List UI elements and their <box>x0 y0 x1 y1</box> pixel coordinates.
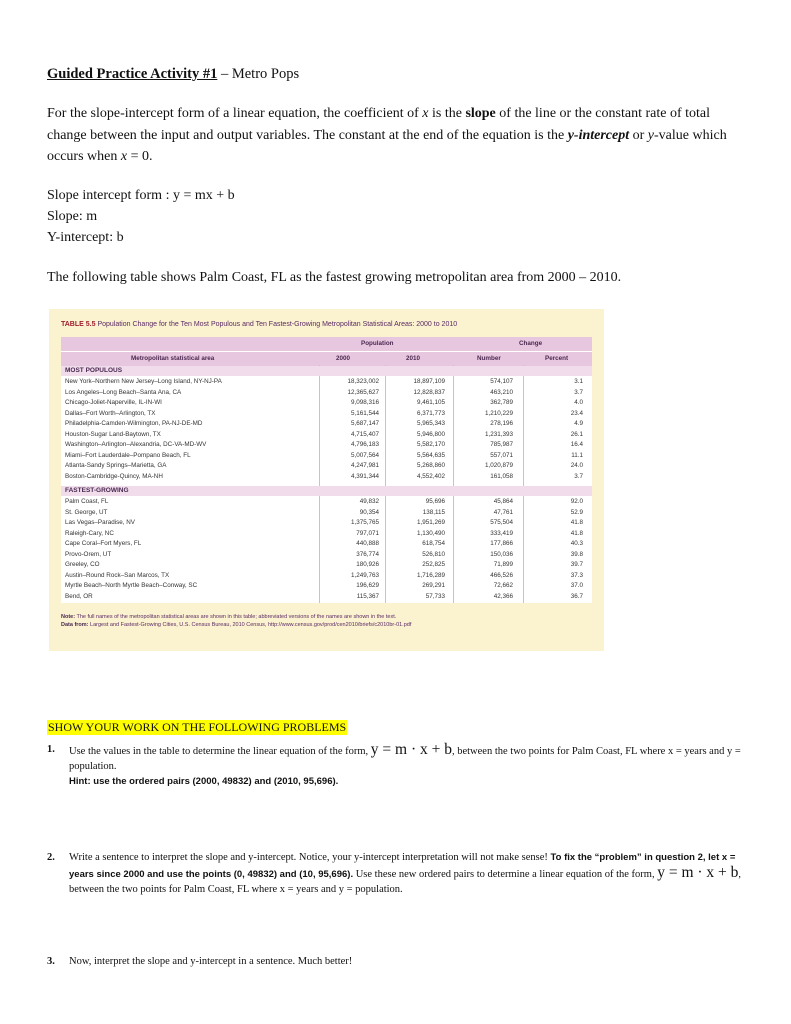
intro-text: of the line or the constant rate of total change between the input and output variables. The constant at the end of the equation is the <box>47 106 710 143</box>
change-number: 71,899 <box>493 561 513 568</box>
form-line: Slope intercept form : y = mx + b <box>47 188 235 203</box>
table-body <box>61 337 592 603</box>
table-row <box>61 377 592 387</box>
table-row <box>61 430 592 440</box>
note-text: The full names of the metropolitan statistical areas are shown in this table; abbreviated versions of the names are shown in the text. <box>75 614 397 620</box>
pop-2010: 57,733 <box>425 592 445 600</box>
change-number: 150,036 <box>490 550 513 558</box>
area-name: Houston-Sugar Land-Baytown, TX <box>65 430 161 438</box>
table-row <box>61 398 592 408</box>
change-percent: 39.7 <box>570 561 583 568</box>
intro-x: x <box>422 106 429 121</box>
change-percent: 37.3 <box>570 571 583 579</box>
section-most-populous: MOST POPULOUS <box>61 366 592 376</box>
pop-2010: 5,965,343 <box>416 420 445 427</box>
pop-2010: 18,897,109 <box>413 378 445 385</box>
equation: y = m · x + b <box>657 864 739 881</box>
table-row <box>61 497 592 507</box>
change-number: 1,210,229 <box>484 409 513 417</box>
change-percent: 36.7 <box>570 592 583 600</box>
area-name: Bend, OR <box>65 592 93 600</box>
slope-intercept-definitions <box>47 185 235 248</box>
area-name: Dallas–Fort Worth–Arlington, TX <box>65 409 156 417</box>
table-row <box>61 592 592 602</box>
question-body <box>69 850 749 897</box>
area-name: St. George, UT <box>65 508 108 516</box>
pop-2010: 4,552,402 <box>416 472 445 480</box>
change-number: 177,866 <box>490 540 513 547</box>
area-name: Myrtle Beach–North Myrtle Beach–Conway, SC <box>65 582 198 589</box>
activity-title <box>47 66 299 83</box>
pop-2010: 5,268,860 <box>416 462 445 469</box>
population-table <box>49 309 604 651</box>
change-percent: 24.0 <box>570 462 583 469</box>
yintercept-line: Y-intercept: b <box>47 230 124 245</box>
pop-2010: 5,946,800 <box>416 430 445 438</box>
change-percent: 4.9 <box>574 420 583 427</box>
slope-line: Slope: m <box>47 209 98 224</box>
change-number: 574,107 <box>490 378 513 385</box>
source-label: Data from: <box>61 622 89 628</box>
header-number: Number <box>477 355 501 362</box>
change-percent: 37.0 <box>570 582 583 589</box>
table-caption <box>61 321 457 328</box>
pop-2000: 4,796,183 <box>350 441 379 448</box>
change-percent: 52.9 <box>570 508 583 516</box>
pop-2010: 138,115 <box>422 508 445 516</box>
table-row <box>61 571 592 581</box>
pop-2000: 49,832 <box>359 498 379 505</box>
change-percent: 41.8 <box>570 529 583 537</box>
pop-2010: 252,825 <box>422 561 445 568</box>
table-row <box>61 518 592 528</box>
question-body: Now, interpret the slope and y-intercept in a sentence. Much better! <box>69 956 353 967</box>
intro-text: For the slope-intercept form of a linear equation, the coefficient of <box>47 106 423 121</box>
area-name: Miami–Fort Lauderdale–Pompano Beach, FL <box>65 451 191 459</box>
area-name: Atlanta-Sandy Springs–Marietta, GA <box>65 462 167 469</box>
change-number: 466,526 <box>490 571 513 579</box>
change-percent: 41.8 <box>570 519 583 526</box>
table-note <box>61 613 591 629</box>
activity-title-rest: – Metro Pops <box>217 66 300 82</box>
section-fastest-growing: FASTEST-GROWING <box>61 486 592 496</box>
area-name: Philadelphia-Camden-Wilmington, PA-NJ-DE-MD <box>65 420 203 427</box>
change-number: 42,366 <box>493 592 513 600</box>
change-percent: 3.7 <box>574 472 583 480</box>
pop-2010: 1,951,269 <box>416 519 445 526</box>
intro-text: is the <box>428 106 466 121</box>
header-change: Change <box>519 340 543 347</box>
pop-2010: 95,696 <box>425 498 445 505</box>
pop-2010: 526,810 <box>422 550 445 558</box>
table-row <box>61 388 592 398</box>
change-number: 45,864 <box>493 498 513 505</box>
table-caption-text: Population Change for the Ten Most Populous and Ten Fastest-Growing Metropolitan Statistical Areas: 2000 to 2010 <box>95 321 458 328</box>
change-number: 785,987 <box>490 441 513 448</box>
change-number: 333,419 <box>490 529 513 537</box>
intro-yintercept: y-intercept <box>567 127 630 143</box>
header-2000: 2000 <box>336 355 351 362</box>
area-name: Chicago-Joliet-Naperville, IL-IN-WI <box>65 399 162 406</box>
note-label: Note: <box>61 614 76 620</box>
change-percent: 16.4 <box>570 441 583 448</box>
equation: y = m · x + b <box>370 741 452 758</box>
change-percent: 11.1 <box>571 451 583 459</box>
pop-2010: 269,291 <box>422 582 445 589</box>
table-row <box>61 581 592 591</box>
intro-x2: x <box>120 149 128 164</box>
source-text: Largest and Fastest-Growing Cities, U.S. Census Bureau, 2010 Census, http://www.census.gov/prod/cen2010/briefs/c2010br-01.pdf <box>88 622 412 628</box>
table-row <box>61 472 592 482</box>
pop-2000: 5,687,147 <box>350 420 379 427</box>
pop-2000: 1,249,763 <box>350 571 379 579</box>
pop-2000: 1,375,765 <box>350 519 379 526</box>
intro-text: or <box>629 127 648 143</box>
pop-2010: 12,828,837 <box>413 388 445 396</box>
change-percent: 4.0 <box>574 399 583 406</box>
header-percent: Percent <box>545 355 569 362</box>
pop-2000: 797,071 <box>356 529 379 537</box>
change-number: 362,789 <box>490 399 513 406</box>
table-row <box>61 461 592 471</box>
table-intro: The following table shows Palm Coast, FL as the fastest growing metropolitan area from 2000 – 2010. <box>47 270 622 285</box>
question-number: 2. <box>47 852 55 863</box>
pop-2010: 618,754 <box>422 540 445 547</box>
header-population: Population <box>361 340 394 347</box>
intro-y: y <box>647 127 655 143</box>
pop-2000: 18,323,002 <box>347 378 379 385</box>
pop-2000: 12,365,627 <box>347 388 379 396</box>
pop-2010: 5,582,170 <box>416 441 445 448</box>
bold-instruction: To fix the “problem” in question 2, let x = years since 2000 and use the points (0, 49832) and (10, 95,696). <box>69 852 736 880</box>
table-header-columns <box>61 351 592 366</box>
pop-2010: 9,461,105 <box>416 399 445 406</box>
header-area: Metropolitan statistical area <box>131 355 215 362</box>
area-name: Los Angeles–Long Beach–Santa Ana, CA <box>65 388 182 396</box>
change-number: 575,504 <box>490 519 513 526</box>
area-name: Palm Coast, FL <box>65 498 109 505</box>
pop-2000: 4,391,344 <box>350 472 379 480</box>
question-text: Use the values in the table to determine the linear equation of the form, <box>69 746 371 757</box>
change-number: 47,761 <box>493 508 513 516</box>
table-row <box>61 409 592 419</box>
table-row <box>61 529 592 539</box>
question-text: Use these new ordered pairs to determine a linear equation of the form, <box>353 869 658 880</box>
table-row <box>61 508 592 518</box>
intro-text: = 0. <box>127 149 153 164</box>
pop-2000: 376,774 <box>356 550 379 558</box>
change-percent: 39.8 <box>570 550 583 558</box>
table-row <box>61 440 592 450</box>
header-2010: 2010 <box>406 355 421 362</box>
table-row <box>61 550 592 560</box>
area-name: Boston-Cambridge-Quincy, MA-NH <box>65 472 163 480</box>
change-number: 557,071 <box>490 451 513 459</box>
show-work-heading: SHOW YOUR WORK ON THE FOLLOWING PROBLEMS <box>48 720 347 734</box>
change-number: 72,662 <box>493 582 513 589</box>
pop-2000: 196,629 <box>356 582 379 589</box>
table-row <box>61 451 592 461</box>
intro-paragraph <box>47 103 747 168</box>
change-percent: 92.0 <box>570 498 583 505</box>
table-header-group <box>61 337 592 351</box>
question-number: 1. <box>47 744 55 755</box>
pop-2010: 1,716,289 <box>416 571 445 579</box>
pop-2000: 4,247,981 <box>350 462 379 469</box>
area-name: Las Vegas–Paradise, NV <box>65 519 136 526</box>
area-name: Greeley, CO <box>65 561 100 568</box>
area-name: Raleigh-Cary, NC <box>65 529 114 537</box>
pop-2000: 440,888 <box>356 540 379 547</box>
change-percent: 26.1 <box>570 430 583 438</box>
pop-2000: 115,367 <box>356 592 379 600</box>
question-body <box>69 742 749 789</box>
area-name: Provo-Orem, UT <box>65 550 112 558</box>
table-caption-label: TABLE 5.5 <box>61 321 96 328</box>
pop-2000: 90,354 <box>359 508 379 516</box>
pop-2000: 5,161,544 <box>350 409 379 417</box>
question-text: Write a sentence to interpret the slope and y-intercept. Notice, your y-intercept interpretation will not make sense! <box>69 852 551 863</box>
question-text: , between the two points for Palm Coast, FL where x = years and y = population. <box>69 746 741 772</box>
pop-2010: 5,564,635 <box>416 451 445 459</box>
question-text: , between the two points for Palm Coast, FL where x = years and y = population. <box>69 869 742 895</box>
pop-2000: 4,715,407 <box>350 430 379 438</box>
change-percent: 3.7 <box>574 388 583 396</box>
intro-slope: slope <box>465 106 496 121</box>
pop-2000: 5,007,564 <box>350 451 379 459</box>
hint-text: Hint: use the ordered pairs (2000, 49832) and (2010, 95,696). <box>69 776 339 787</box>
pop-2010: 6,371,773 <box>416 409 445 417</box>
question-number: 3. <box>47 956 55 967</box>
change-percent: 3.1 <box>574 378 583 385</box>
table-row <box>61 419 592 429</box>
area-name: New York–Northern New Jersey–Long Island, NY-NJ-PA <box>65 378 222 385</box>
table-row <box>61 560 592 570</box>
change-number: 463,210 <box>490 388 513 396</box>
pop-2000: 180,926 <box>356 561 379 568</box>
intro-text: -value which occurs when <box>47 127 727 164</box>
table-row <box>61 539 592 549</box>
change-number: 1,020,879 <box>484 462 513 469</box>
change-number: 278,196 <box>490 420 513 427</box>
change-percent: 40.3 <box>570 540 583 547</box>
change-number: 1,231,393 <box>484 430 513 438</box>
change-percent: 23.4 <box>570 409 583 417</box>
area-name: Washington–Arlington–Alexandria, DC-VA-MD-WV <box>65 441 207 448</box>
pop-2000: 9,098,316 <box>350 399 379 406</box>
change-number: 161,058 <box>490 472 513 480</box>
area-name: Austin–Round Rock–San Marcos, TX <box>65 571 170 579</box>
pop-2010: 1,130,490 <box>416 529 445 537</box>
activity-title-bold: Guided Practice Activity #1 <box>47 66 218 82</box>
area-name: Cape Coral–Fort Myers, FL <box>65 540 142 547</box>
